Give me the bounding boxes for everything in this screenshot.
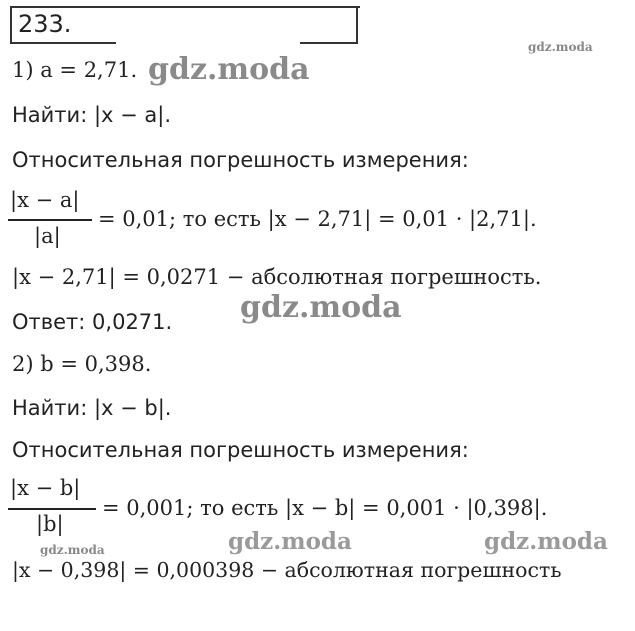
- watermark-logo: gdz.moda: [228, 528, 352, 555]
- problem-number: 233.: [18, 10, 72, 38]
- fraction-1-denominator: |a|: [34, 224, 61, 248]
- answer-1: Ответ: 0,0271.: [12, 310, 173, 334]
- watermark-logo: gdz.moda: [148, 52, 310, 87]
- fraction-2-denominator: |b|: [36, 512, 64, 536]
- given-b: 2) b = 0,398.: [12, 352, 152, 376]
- fraction-2: [8, 476, 103, 546]
- absolute-error-1: |x − 2,71| = 0,0271 − абсолютная погрешность.: [12, 265, 542, 289]
- fraction-1: [8, 188, 98, 258]
- fraction-1-bar: [8, 219, 92, 221]
- problem-box-edge: [300, 42, 358, 44]
- problem-box-edge: [10, 42, 116, 44]
- absolute-error-2: |x − 0,398| = 0,000398 − абсолютная погрешность: [12, 558, 562, 582]
- given-a: 1) a = 2,71.: [12, 58, 138, 82]
- equation-2: = 0,001; то есть |x − b| = 0,001 · |0,398|.: [102, 496, 548, 520]
- watermark-logo: gdz.moda: [484, 528, 608, 555]
- watermark-logo: gdz.moda: [528, 40, 593, 54]
- equation-1: = 0,01; то есть |x − 2,71| = 0,01 · |2,71|.: [98, 207, 537, 231]
- watermark-logo: gdz.moda: [40, 543, 105, 557]
- watermark-logo: gdz.moda: [240, 290, 402, 325]
- relative-error-heading-1: Относительная погрешность измерения:: [12, 148, 469, 172]
- relative-error-heading-2: Относительная погрешность измерения:: [12, 438, 469, 462]
- find-b: Найти: |x − b|.: [12, 396, 172, 420]
- fraction-1-numerator: |x − a|: [10, 188, 80, 212]
- find-a: Найти: |x − a|.: [12, 103, 172, 127]
- fraction-2-numerator: |x − b|: [10, 476, 81, 500]
- fraction-2-bar: [8, 508, 96, 510]
- problem-box-edge: [356, 6, 358, 44]
